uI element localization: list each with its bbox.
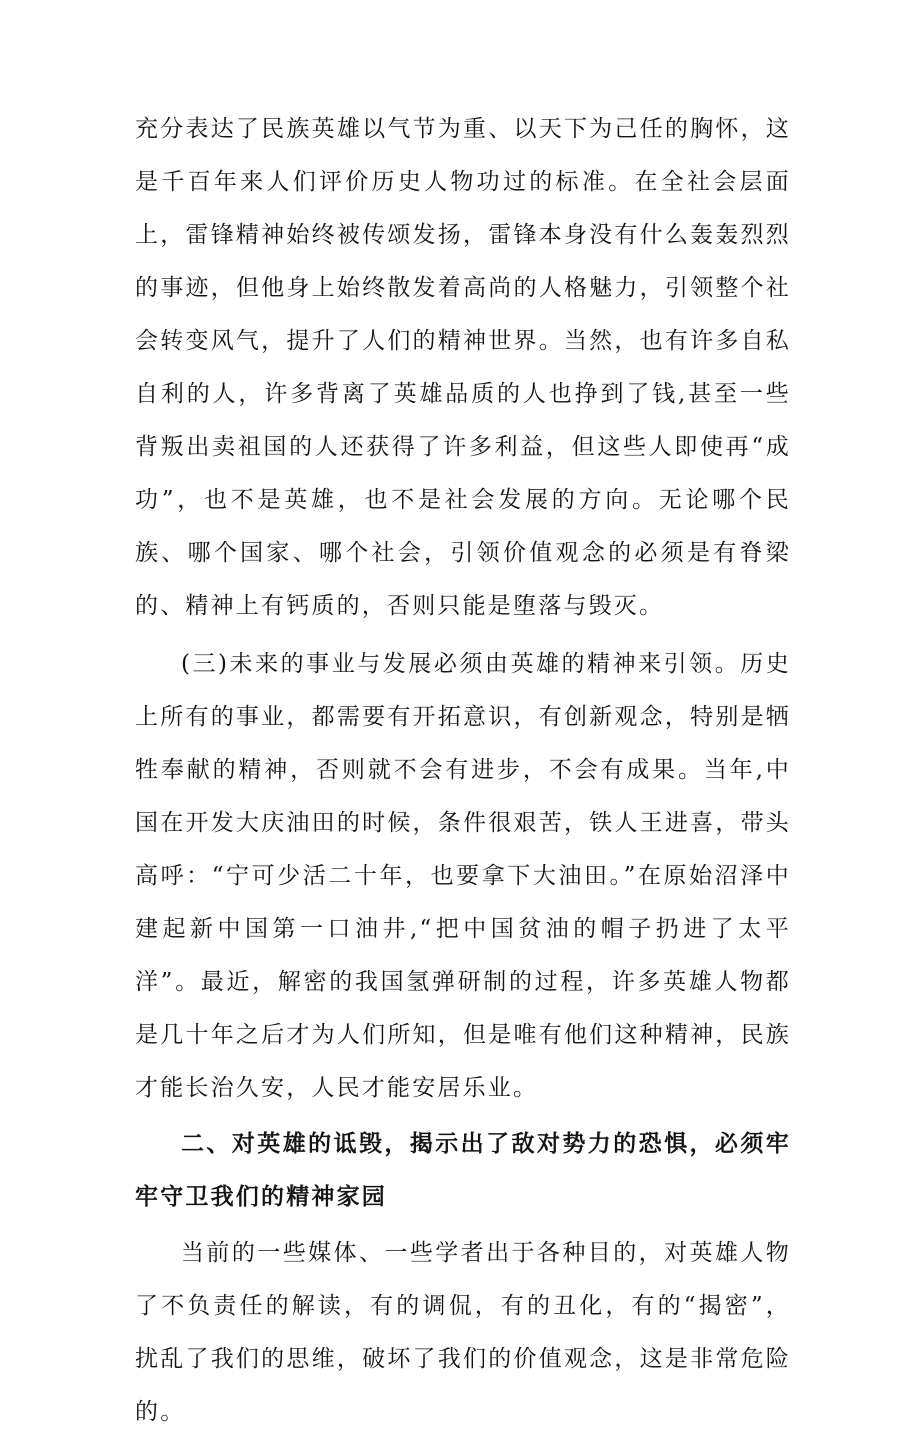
- paragraph-heroes-standard: 充分表达了民族英雄以气节为重、以天下为己任的胸怀，这是千百年来人们评价历史人物功过的标准。在全社会层面上，雷锋精神始终被传颂发扬，雷锋本身没有什么轰轰烈烈的事迹，但他身上始终散发着高尚的人格魅力，引领整个社会转变风气，提升了人们的精神世界。当然，也有许多自私自利的人，许多背离了英雄品质的人也挣到了钱,甚至一些背叛出卖祖国的人还获得了许多利益，但这些人即使再“成功”，也不是英雄，也不是社会发展的方向。无论哪个民族、哪个国家、哪个社会，引领价值观念的必须是有脊梁的、精神上有钙质的，否则只能是堕落与毁灭。: [135, 116, 791, 619]
- paragraph-future-cause: (三)未来的事业与发展必须由英雄的精神来引领。历史上所有的事业，都需要有开拓意识，有创新观念，特别是牺牲奉献的精神，否则就不会有进步，不会有成果。当年,中国在开发大庆油田的时候，条件很艰苦，铁人王进喜，带头高呼：“宁可少活二十年，也要拿下大油田。”在原始沼泽中建起新中国第一口油井,“把中国贫油的帽子扔进了太平洋”。最近，解密的我国氢弹研制的过程，许多英雄人物都是几十年之后才为人们所知，但是唯有他们这种精神，民族才能长治久安，人民才能安居乐业。: [135, 651, 791, 1101]
- document-body: [135, 103, 791, 1439]
- section-heading-two: 二、对英雄的诋毁，揭示出了敌对势力的恐惧，必须牢牢守卫我们的精神家园: [135, 1131, 791, 1210]
- paragraph-media-scholars: 当前的一些媒体、一些学者出于各种目的，对英雄人物了不负责任的解读，有的调侃，有的丑化，有的“揭密”，扰乱了我们的思维，破坏了我们的价值观念，这是非常危险的。: [135, 1240, 791, 1425]
